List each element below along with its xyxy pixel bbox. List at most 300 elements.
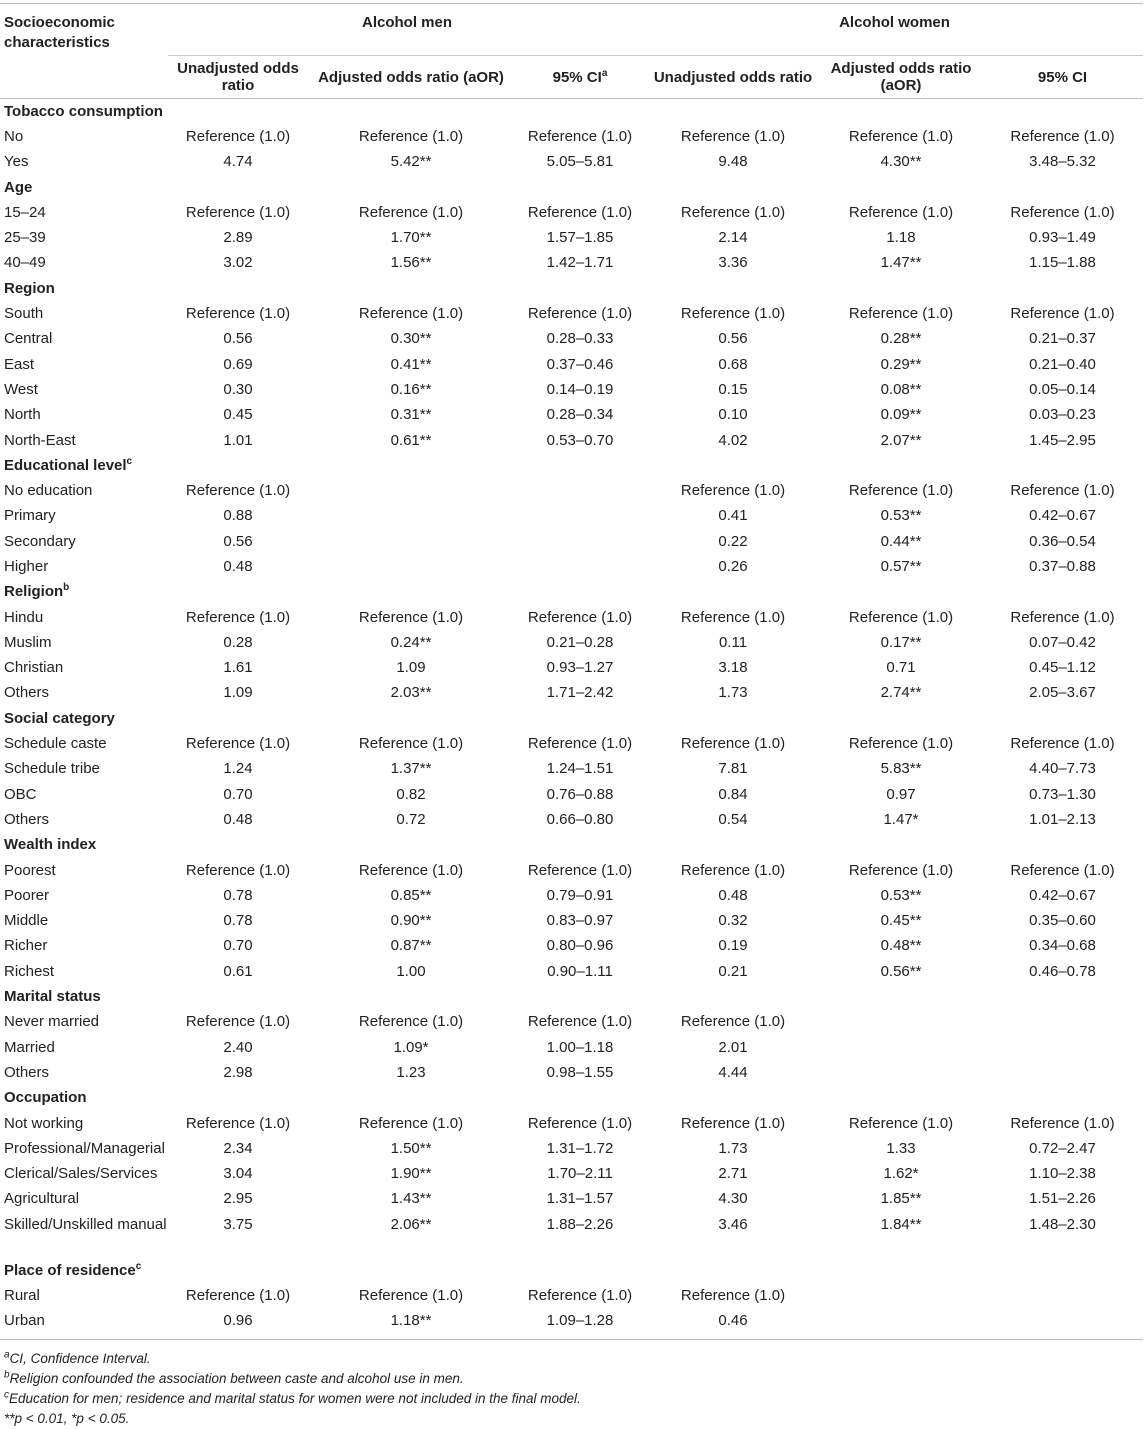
row-label: North-East [4,431,76,449]
row-label: 15–24 [4,203,46,221]
table-cell: 0.21–0.40 [1029,355,1096,373]
table-cell: Reference (1.0) [527,735,633,753]
table-cell: 1.00 [396,962,426,980]
table-cell: 0.70 [223,937,253,955]
table-cell: 2.03** [390,684,432,702]
table-cell: Reference (1.0) [185,482,291,500]
table-cell: 3.46 [718,1216,748,1234]
row-label: OBC [4,785,37,803]
row-label: Poorest [4,861,56,879]
table-cell: 1.42–1.71 [546,254,614,272]
col-header-women-ci: 95% CI [982,56,1143,99]
table-cell: 0.78 [223,886,253,904]
table-cell [982,1309,1143,1334]
table-cell: 5.42** [390,153,432,171]
section-title: Region [4,279,55,297]
table-cell: 1.09 [223,684,253,702]
table-row [0,959,1143,984]
table-cell: 0.83–0.97 [546,912,614,930]
table-cell: 2.34 [223,1139,253,1157]
table-cell: 0.32 [718,912,748,930]
table-cell: 1.37** [390,760,432,778]
table-row [0,630,1143,655]
table-cell: 0.85** [390,886,432,904]
table-cell: 2.05–3.67 [1029,684,1096,702]
table-cell: Reference (1.0) [848,127,954,145]
table-cell: Reference (1.0) [185,203,291,221]
footnote: $^a$CI, Confidence Interval. [4,1349,151,1366]
table-cell [820,1283,982,1308]
row-label: Muslim [4,633,52,651]
col-header-men-unadjusted: Unadjusted odds ratio [168,56,308,99]
table-cell: 0.05–0.14 [1029,380,1096,398]
table-row [0,1111,1143,1136]
table-cell: 3.18 [718,659,748,677]
table-cell: Reference (1.0) [680,1013,786,1031]
table-cell [982,1035,1143,1060]
table-cell: 0.09** [880,406,922,424]
row-label: Secondary [4,532,76,550]
table-cell: 2.89 [223,229,253,247]
table-cell: 1.24–1.51 [546,760,614,778]
table-row [0,807,1143,832]
section-row [0,580,1143,605]
table-cell: Reference (1.0) [1010,735,1115,753]
table-cell: Reference (1.0) [358,1114,464,1132]
table-cell: Reference (1.0) [680,127,786,145]
table-cell [514,504,646,529]
table-cell: Reference (1.0) [680,482,786,500]
table-cell: Reference (1.0) [680,1287,786,1304]
table-cell: 1.10–2.38 [1029,1165,1096,1183]
table-cell: Reference (1.0) [1010,203,1115,221]
table-cell: 0.26 [718,557,748,575]
table-cell: 1.88–2.26 [546,1216,614,1234]
table-row [0,1060,1143,1085]
table-cell [820,1309,982,1334]
section-title: Religion$^b$ [4,582,70,601]
row-label: Not working [4,1114,84,1132]
table-cell: Reference (1.0) [527,861,633,879]
table-cell: 0.14–0.19 [546,380,614,398]
table-cell: Reference (1.0) [185,608,291,626]
table-cell: 0.37–0.46 [546,355,614,373]
table-row [0,200,1143,225]
table-cell: 0.28–0.34 [546,406,614,424]
table-cell [982,1060,1143,1085]
table-cell: Reference (1.0) [185,735,291,753]
table-body [0,99,1143,1334]
table-row [0,1309,1143,1334]
table-cell: Reference (1.0) [848,735,954,753]
table-row [0,478,1143,503]
table-cell: 0.15 [718,380,748,398]
table-cell: 0.70 [223,785,253,803]
table-cell: 0.79–0.91 [546,886,614,904]
row-label: Schedule caste [4,735,107,753]
table-cell: Reference (1.0) [185,305,291,323]
table-row [0,883,1143,908]
table-cell: 0.66–0.80 [546,810,614,828]
table-cell: 0.19 [718,937,748,955]
table-cell: 0.71 [886,659,916,677]
table-cell: 0.98–1.55 [546,1063,614,1081]
table-cell: 4.74 [223,153,253,171]
table-cell: 1.33 [886,1139,916,1157]
section-title: Social category [4,709,115,727]
section-row [0,984,1143,1009]
table-cell: 0.21–0.37 [1029,330,1096,348]
table-cell: Reference (1.0) [185,127,291,145]
table-cell [514,529,646,554]
table-cell: 0.53** [880,886,922,904]
table-cell: 5.83** [880,760,922,778]
table-cell: 0.93–1.27 [546,659,614,677]
footnotes [4,1349,581,1429]
table-cell: 1.00–1.18 [546,1038,614,1056]
table-row [0,301,1143,326]
table-row [0,1161,1143,1186]
table-row [0,934,1143,959]
table-cell: 5.05–5.81 [546,153,614,171]
table-cell: 1.45–2.95 [1029,431,1096,449]
row-label: Schedule tribe [4,760,100,778]
table-cell [514,478,646,503]
table-cell: Reference (1.0) [680,861,786,879]
table-row [0,656,1143,681]
table-cell: 1.56** [390,254,432,272]
group-header-men: Alcohol men [168,4,646,56]
table-row [0,554,1143,579]
table-cell: Reference (1.0) [1010,861,1115,879]
table-cell: Reference (1.0) [848,305,954,323]
table-cell: 0.22 [718,532,748,550]
table-cell: 3.48–5.32 [1029,153,1096,171]
table-cell [820,1010,982,1035]
table-cell: 0.96 [223,1312,253,1330]
table-row [0,251,1143,276]
table-cell: Reference (1.0) [848,608,954,626]
section-row [0,453,1143,478]
table-cell: 0.93–1.49 [1029,229,1096,247]
table-cell: 4.40–7.73 [1029,760,1096,778]
row-label: South [4,305,44,323]
table-cell: 1.84** [880,1216,922,1234]
table-cell: 0.46 [718,1312,748,1330]
table-cell: Reference (1.0) [527,1287,633,1304]
row-label: Christian [4,659,64,677]
table-cell: Reference (1.0) [185,1287,291,1304]
table-cell: 0.41 [718,507,748,525]
row-label: Higher [4,557,49,575]
row-label: Poorer [4,886,50,904]
table-cell: 2.06** [390,1216,432,1234]
row-label: Others [4,684,50,702]
section-row [0,276,1143,301]
table-cell: Reference (1.0) [1010,608,1115,626]
table-cell: 0.34–0.68 [1029,937,1096,955]
table-cell: 4.44 [718,1063,748,1081]
table-cell: 1.15–1.88 [1029,254,1096,272]
table-cell: 2.14 [718,229,748,247]
row-label: Richer [4,937,48,955]
section-row [0,833,1143,858]
table-cell [982,1010,1143,1035]
table-cell: 3.36 [718,254,748,272]
table-row [0,352,1143,377]
row-label: Richest [4,962,55,980]
table-cell: Reference (1.0) [1010,1114,1115,1132]
table-row [0,605,1143,630]
table-cell: Reference (1.0) [358,861,464,879]
table-cell: 0.45** [880,912,922,930]
table-cell: 0.29** [880,355,922,373]
table-cell: 1.57–1.85 [546,229,614,247]
table-cell: Reference (1.0) [680,1114,786,1132]
table-cell: 1.01–2.13 [1029,810,1096,828]
table-row [0,150,1143,175]
table-cell: Reference (1.0) [848,203,954,221]
header-spacer [0,56,168,99]
table-cell: 1.61 [223,659,253,677]
table-cell: 1.71–2.42 [546,684,614,702]
table-cell: Reference (1.0) [185,1114,291,1132]
table-cell: Reference (1.0) [848,482,954,500]
table-cell: 2.07** [880,431,922,449]
section-row [0,99,1143,125]
table-cell: 1.48–2.30 [1029,1216,1096,1234]
table-cell: 0.45 [223,406,253,424]
table-cell: 0.37–0.88 [1029,557,1096,575]
table-cell: 0.28 [223,633,253,651]
table-cell [820,1035,982,1060]
table-cell: 1.31–1.57 [546,1190,614,1208]
table-cell: Reference (1.0) [1010,127,1115,145]
table-cell: 1.31–1.72 [546,1139,614,1157]
table-row [0,1136,1143,1161]
table-cell: 0.78 [223,912,253,930]
table-cell: Reference (1.0) [185,1013,291,1031]
table-cell [514,554,646,579]
table-cell: 1.62* [883,1165,919,1183]
table-row [0,529,1143,554]
table-cell: 0.80–0.96 [546,937,614,955]
row-label: Agricultural [4,1190,80,1208]
row-label: Skilled/Unskilled manual [4,1216,167,1234]
table-cell [308,529,514,554]
footnote: $^b$Religion confounded the association between caste and alcohol use in men. [4,1369,464,1386]
section-row [0,175,1143,200]
table-cell: Reference (1.0) [527,1013,633,1031]
row-label: Hindu [4,608,44,626]
table-cell: 0.28** [880,330,922,348]
table-cell: Reference (1.0) [1010,482,1115,500]
section-title: Marital status [4,988,101,1006]
table-cell: 0.21–0.28 [546,633,614,651]
table-cell: 0.03–0.23 [1029,406,1096,424]
table-cell: 0.54 [718,810,748,828]
table-cell: 0.61** [390,431,432,449]
table-row [0,1212,1143,1258]
table-cell: Reference (1.0) [680,608,786,626]
table-row [0,124,1143,149]
table-cell: 1.47* [883,810,919,828]
row-label: No education [4,482,93,500]
table-cell: 0.72 [396,810,426,828]
table-cell: 2.71 [718,1165,748,1183]
table-row [0,1187,1143,1212]
table-cell: 1.18** [390,1312,432,1330]
table-cell: 0.24** [390,633,432,651]
table-cell [820,1060,982,1085]
table-cell: Reference (1.0) [527,127,633,145]
section-title: Wealth index [4,836,97,854]
row-label: Others [4,1063,50,1081]
row-label: 25–39 [4,229,46,247]
table-cell: 0.97 [886,785,916,803]
table-cell: 7.81 [718,760,748,778]
col-header-men-ci: 95% $CI^a$ [514,56,646,99]
section-title: Place of residence$^c$ [4,1260,142,1279]
table-cell: 1.09 [396,659,426,677]
table-row [0,909,1143,934]
table-cell: 9.48 [718,153,748,171]
table-cell: Reference (1.0) [358,127,464,145]
table-cell: Reference (1.0) [680,203,786,221]
table-cell: 1.24 [223,760,253,778]
table-cell: 0.48 [223,810,253,828]
table-row [0,377,1143,402]
table-cell: 4.30 [718,1190,748,1208]
table-cell: 0.17** [880,633,922,651]
section-title: Educational level$^c$ [4,455,133,474]
table-cell: 0.68 [718,355,748,373]
table-cell: 1.47** [880,254,922,272]
table-cell [308,554,514,579]
table-cell [982,1283,1143,1308]
table-cell: 2.01 [718,1038,748,1056]
table-cell: 0.87** [390,937,432,955]
table-cell: Reference (1.0) [680,735,786,753]
table-cell: 0.73–1.30 [1029,785,1096,803]
odds-ratio-table [0,4,1143,1334]
table-cell [308,478,514,503]
table-cell: 3.75 [223,1216,253,1234]
table-cell: 0.11 [718,633,748,651]
table-cell: 4.30** [880,153,922,171]
table-row [0,858,1143,883]
row-label: Clerical/Sales/Services [4,1165,158,1183]
table-row [0,225,1143,250]
table-cell: 1.50** [390,1139,432,1157]
table-row [0,782,1143,807]
col-header-men-adjusted: Adjusted odds ratio (aOR) [308,56,514,99]
section-title: Tobacco consumption [4,102,163,120]
row-label: No [4,127,24,145]
row-label: Yes [4,153,29,171]
table-cell: 2.98 [223,1063,253,1081]
section-title: Age [4,178,33,196]
table-cell: Reference (1.0) [527,305,633,323]
col-header-women-unadjusted: Unadjusted odds ratio [646,56,820,99]
table-cell [308,504,514,529]
table-cell: 0.88 [223,507,253,525]
table-cell: 0.44** [880,532,922,550]
section-row [0,1086,1143,1111]
row-label: 40–49 [4,254,46,272]
table-cell: 0.31** [390,406,432,424]
table-cell: 0.82 [396,785,426,803]
section-title: Occupation [4,1089,87,1107]
table-cell: Reference (1.0) [358,1287,464,1304]
table-cell: 0.30** [390,330,432,348]
table-cell: 0.41** [390,355,432,373]
table-cell: 1.51–2.26 [1029,1190,1096,1208]
table-cell: 1.43** [390,1190,432,1208]
table-cell: 0.48 [718,886,748,904]
row-label: North [4,406,41,424]
table-cell: 0.48 [223,557,253,575]
table-cell: 0.35–0.60 [1029,912,1096,930]
row-label: Urban [4,1312,45,1330]
table-cell: Reference (1.0) [527,608,633,626]
table-bottom-rule [0,1339,1143,1340]
table-cell: 1.01 [223,431,253,449]
table-row [0,681,1143,706]
table-cell: 0.57** [880,557,922,575]
table-cell: 0.90** [390,912,432,930]
table-cell: 2.74** [880,684,922,702]
row-label: Central [4,330,53,348]
table-cell: Reference (1.0) [527,203,633,221]
table-cell: 1.85** [880,1190,922,1208]
table-row [0,428,1143,453]
footnote: $^c$Education for men; residence and marital status for women were not included in the final model. [4,1389,581,1406]
table-row [0,327,1143,352]
table-cell: Reference (1.0) [358,203,464,221]
table-cell: Reference (1.0) [848,1114,954,1132]
table-cell: 0.08** [880,380,922,398]
table-cell: Reference (1.0) [358,735,464,753]
footnote: **p < 0.01, *p < 0.05. [4,1411,130,1426]
table-cell: Reference (1.0) [527,1114,633,1132]
row-label-header: Socioeconomic characteristics [4,14,115,51]
table-row [0,757,1143,782]
table-row [0,1283,1143,1308]
table-cell: 0.61 [223,962,253,980]
table-cell: 0.56 [718,330,748,348]
table-cell: 0.21 [718,962,748,980]
table-cell: 0.07–0.42 [1029,633,1096,651]
table-cell: 0.56** [880,962,922,980]
table-cell: Reference (1.0) [848,861,954,879]
table-cell: 4.02 [718,431,748,449]
table-row [0,731,1143,756]
table-cell: Reference (1.0) [680,305,786,323]
table-cell: 2.95 [223,1190,253,1208]
row-label: Professional/Managerial [4,1139,165,1157]
table-cell: 0.84 [718,785,748,803]
row-label: Rural [4,1287,40,1304]
table-cell: 0.46–0.78 [1029,962,1096,980]
table-cell: 0.90–1.11 [547,962,613,980]
row-label: Primary [4,507,56,525]
table-cell: 0.53–0.70 [546,431,614,449]
row-label: Middle [4,912,49,930]
table-cell: 1.73 [718,1139,748,1157]
table-cell: Reference (1.0) [185,861,291,879]
table-cell: 0.36–0.54 [1029,532,1096,550]
